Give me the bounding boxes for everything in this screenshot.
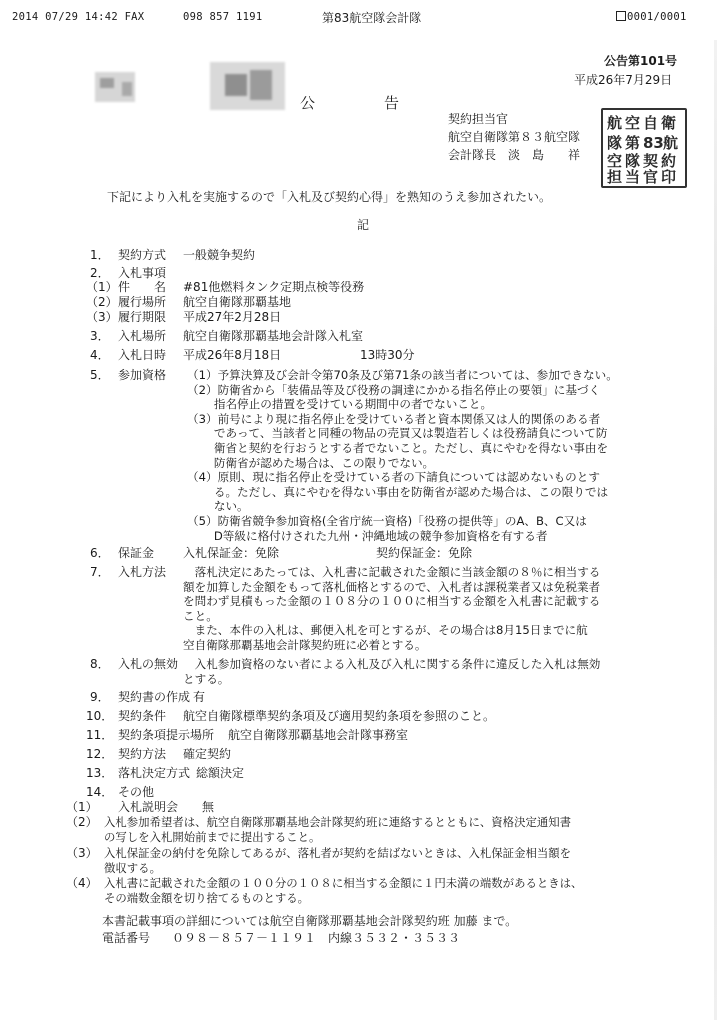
svg-text:契: 契	[643, 152, 659, 170]
item-8-line: とする。	[183, 671, 230, 686]
item-14-4-num: （4）	[66, 876, 98, 890]
item-8-label: 入札の無効	[118, 657, 179, 671]
svg-text:当: 当	[625, 168, 641, 186]
item-8-line: 入札参加資格のない者による入札及び入札に関する条件に違反した入札は無効	[183, 657, 601, 671]
item-14-1-text: 入札説明会 無	[118, 800, 215, 814]
item-5-num: 5．	[90, 368, 110, 382]
item-7-line: 空自衛隊那覇基地会計隊契約班に必着とする。	[183, 637, 427, 652]
notice-date: 平成26年7月29日	[574, 73, 673, 87]
item-14-2-text	[104, 815, 571, 844]
item-5-qualifications	[187, 368, 618, 543]
fax-page	[616, 11, 687, 23]
scan-edge	[714, 40, 717, 1020]
svg-text:隊: 隊	[625, 152, 641, 170]
item-2-1-label: 件 名	[118, 280, 167, 294]
svg-text:83: 83	[643, 134, 664, 152]
item-3-num: 3．	[90, 329, 110, 343]
item-5-line: 防衛省が認めた場合は、この限りでない。	[187, 455, 435, 470]
item-5-line: D等級に格付けされた九州・沖縄地域の競争参加資格を有する者	[187, 528, 548, 543]
item-6-label: 保証金	[118, 546, 155, 560]
intro-text: 下記により入札を実施するので「入札及び契約心得」を熟知のうえ参加されたい。	[107, 190, 552, 204]
item-9-num: 9．	[90, 690, 110, 704]
item-6-num: 6．	[90, 546, 110, 560]
item-5-line: （5）防衛省競争参加資格(全省庁統一資格)「役務の提供等」のA、B、C又は	[187, 513, 587, 528]
svg-text:隊: 隊	[607, 134, 623, 152]
item-5-line: （4）原則、現に指名停止を受けている者の下請負については認めないものとす	[187, 470, 600, 485]
item-14-2-line: の写しを入札開始前までに提出すること。	[104, 829, 321, 844]
item-5-label: 参加資格	[118, 368, 167, 382]
item-14-3-line: 入札保証金の納付を免除してあるが、落札者が契約を結ばないときは、入札保証金相当額を	[104, 846, 572, 860]
page-box-icon	[616, 11, 626, 21]
item-14-num: 14．	[86, 785, 114, 799]
ki-heading: 記	[357, 218, 370, 232]
item-5-line: ない。	[187, 499, 249, 514]
fax-datetime: 2014 07/29 14:42 FAX	[12, 11, 145, 23]
svg-text:航: 航	[607, 114, 623, 132]
item-14-1-num: （1）	[66, 800, 98, 814]
item-1-value: 一般競争契約	[183, 248, 256, 262]
notice-title: 公 告	[300, 94, 406, 112]
item-12-num: 12．	[86, 747, 114, 761]
svg-text:約: 約	[661, 152, 677, 170]
item-2-2-value: 航空自衛隊那覇基地	[183, 295, 292, 309]
item-2-1-num: （1）	[86, 280, 118, 294]
item-11-num: 11．	[86, 728, 114, 742]
svg-text:印: 印	[661, 168, 677, 186]
item-10-value: 航空自衛隊標準契約条項及び適用契約条項を参照のこと。	[183, 709, 496, 723]
item-5-line: （2）防衛省から「装備品等及び役務の調達にかかる指名停止の要領」に基づく	[187, 382, 601, 397]
official-role: 契約担当官	[448, 112, 509, 126]
item-2-1-value: #81他燃料タンク定期点検等役務	[183, 280, 365, 294]
item-6-bid-bond: 入札保証金：免除	[183, 546, 280, 560]
item-5-line: （1）予算決算及び会計令第70条及び第71条の該当者については、参加できない。	[187, 368, 618, 382]
item-8-invalid-bids	[183, 657, 600, 686]
item-7-line: こと。	[183, 608, 218, 623]
item-12-value: 確定契約	[183, 747, 232, 761]
footer-phone-label: 電話番号	[102, 931, 151, 945]
item-13-label: 落札決定方式	[118, 766, 191, 780]
seal-glyphs	[603, 110, 685, 186]
item-4-num: 4．	[90, 348, 110, 362]
item-2-label: 入札事項	[118, 266, 167, 280]
item-7-line: 額を加算した金額をもって落札価格とするので、入札者は課税業者又は免税業者	[183, 579, 601, 594]
item-2-3-value: 平成27年2月28日	[183, 310, 282, 324]
fax-number: 098 857 1191	[183, 11, 263, 23]
item-1-label: 契約方式	[118, 248, 167, 262]
item-11-value: 航空自衛隊那覇基地会計隊事務室	[228, 728, 409, 742]
fax-sender: 第83航空隊会計隊	[322, 11, 422, 25]
item-5-line: 指名停止の措置を受けている期間中の者でないこと。	[187, 397, 493, 412]
item-11-label: 契約条項提示場所	[118, 728, 215, 742]
svg-text:衛: 衛	[661, 114, 677, 132]
item-7-line: また、本件の入札は、郵便入札を可とするが、その場合は8月15日までに航	[183, 623, 588, 638]
item-7-line: を問わず見積もった金額の１０８分の１００に相当する金額を入札書に記載する	[183, 594, 601, 609]
item-3-value: 航空自衛隊那覇基地会計隊入札室	[183, 329, 364, 343]
svg-text:航: 航	[663, 134, 679, 152]
item-5-line: （3）前号により現に指名停止を受けている者と資本関係又は人的関係のある者	[187, 411, 601, 426]
item-7-label: 入札方法	[118, 565, 167, 579]
official-seal	[601, 108, 687, 188]
item-2-2-num: （2）	[86, 295, 118, 309]
item-7-num: 7．	[90, 565, 110, 579]
item-2-3-num: （3）	[86, 310, 118, 324]
item-14-label: その他	[118, 785, 155, 799]
notice-number: 公告第101号	[604, 54, 678, 68]
item-3-label: 入札場所	[118, 329, 167, 343]
item-14-3-num: （3）	[66, 846, 98, 860]
item-12-label: 契約方法	[118, 747, 167, 761]
svg-text:空: 空	[625, 114, 641, 132]
item-7-bidding-method	[183, 565, 600, 653]
item-8-num: 8．	[90, 657, 110, 671]
item-2-num: 2．	[90, 266, 110, 280]
official-org: 航空自衛隊第８３航空隊	[448, 130, 581, 144]
svg-text:第: 第	[625, 134, 641, 152]
item-13-num: 13．	[86, 766, 114, 780]
item-9-value: 有	[193, 690, 206, 704]
footer-contact: 本書記載事項の詳細については航空自衛隊那覇基地会計隊契約班 加藤 まで。	[102, 914, 518, 928]
item-10-label: 契約条件	[118, 709, 167, 723]
item-10-num: 10．	[86, 709, 114, 723]
item-2-2-label: 履行場所	[118, 295, 167, 309]
fax-page-number: 0001/0001	[627, 11, 687, 23]
item-7-line: 落札決定にあたっては、入札書に記載された金額に当該金額の８％に相当する	[183, 565, 601, 579]
item-2-3-label: 履行期限	[118, 310, 167, 324]
svg-text:空: 空	[607, 152, 623, 170]
item-4-value: 平成26年8月18日	[183, 348, 282, 362]
item-14-3-line: 徴収する。	[104, 860, 161, 875]
item-14-4-line: その端数金額を切り捨てるものとする。	[104, 890, 310, 905]
item-5-line: る。ただし、真にやむを得ない事由を防衛省が認めた場合は、この限りでは	[187, 484, 609, 499]
item-13-value: 総額決定	[196, 766, 245, 780]
svg-text:担: 担	[607, 168, 623, 186]
footer-phone: ０９８－８５７－１１９１ 内線３５３２・３５３３	[172, 931, 461, 945]
item-14-2-line: 入札参加希望者は、航空自衛隊那覇基地会計隊契約班に連絡するとともに、資格決定通知書	[104, 815, 572, 829]
item-14-4-line: 入札書に記載された金額の１００分の１０８に相当する金額に１円未満の端数があるときは、	[104, 876, 583, 890]
item-5-line: 衛省と契約を行おうとする者でないこと。ただし、真にやむを得ない事由を	[187, 440, 609, 455]
svg-text:官: 官	[643, 168, 659, 186]
item-4-label: 入札日時	[118, 348, 167, 362]
item-9-label: 契約書の作成	[118, 690, 191, 704]
item-1-num: 1．	[90, 248, 110, 262]
item-14-3-text	[104, 846, 571, 875]
svg-text:自: 自	[643, 114, 659, 132]
item-14-4-text	[104, 876, 582, 905]
item-6-contract-bond: 契約保証金：免除	[376, 546, 473, 560]
item-14-2-num: （2）	[66, 815, 98, 829]
item-4-time: 13時30分	[360, 348, 415, 362]
item-5-line: であって、当該者と同種の物品の売買又は製造若しくは役務請負について防	[187, 426, 608, 441]
official-name: 会計隊長 淡 島 祥	[448, 148, 581, 162]
